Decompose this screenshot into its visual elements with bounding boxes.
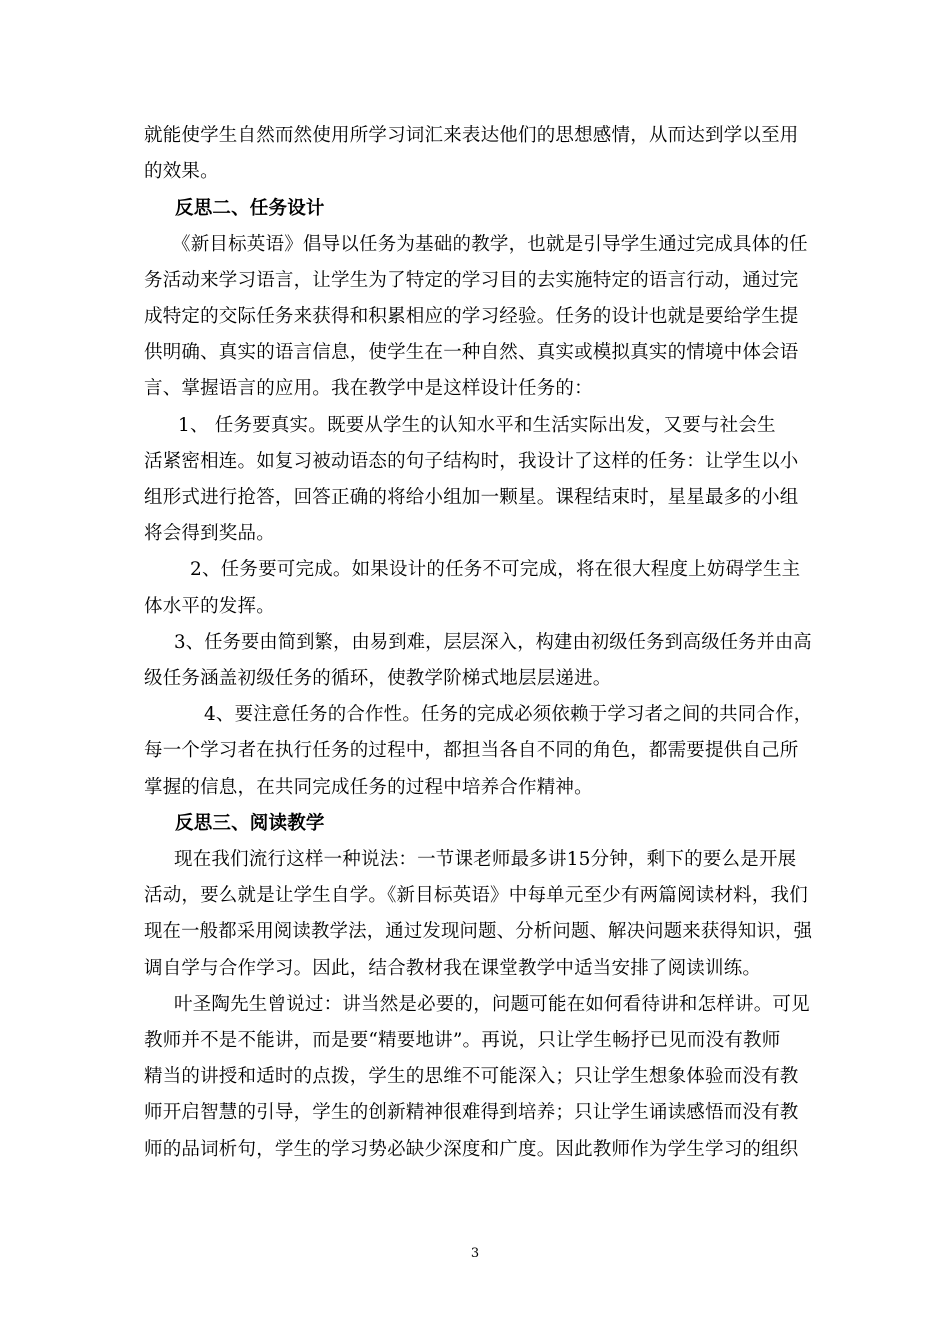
text-line: 教师并不是不能讲，而是要“精要地讲”。再说，只让学生畅抒已见而没有教师 xyxy=(144,1030,781,1051)
text-line: 精当的讲授和适时的点拨，学生的思维不可能深入；只让学生想象体验而没有教 xyxy=(144,1066,799,1087)
text-line: 体水平的发挥。 xyxy=(144,596,275,617)
section-heading: 反思三、阅读教学 xyxy=(175,813,325,834)
text-line: 就能使学生自然而然使用所学习词汇来表达他们的思想感情，从而达到学以至用 xyxy=(144,125,799,146)
text-line: 调自学与合作学习。因此，结合教材我在课堂教学中适当安排了阅读训练。 xyxy=(144,958,762,979)
text-line: 师的品词析句，学生的学习势必缺少深度和广度。因此教师作为学生学习的组织 xyxy=(144,1139,799,1160)
text-line: 活动，要么就是让学生自学。《新目标英语》中每单元至少有两篇阅读材料，我们 xyxy=(144,885,808,906)
list-item: 3、任务要由简到繁，由易到难，层层深入，构建由初级任务到高级任务并由高 xyxy=(174,632,812,653)
text-line: 将会得到奖品。 xyxy=(144,523,275,544)
text-line: 师开启智慧的引导，学生的创新精神很难得到培养；只让学生诵读感悟而没有教 xyxy=(144,1102,799,1123)
text-line: 掌握的信息，在共同完成任务的过程中培养合作精神。 xyxy=(144,777,593,798)
text-line: 现在一般都采用阅读教学法，通过发现问题、分析问题、解决问题来获得知识，强 xyxy=(144,921,813,942)
text-line: 《新目标英语》倡导以任务为基础的教学，也就是引导学生通过完成具体的任 xyxy=(172,234,808,255)
text-line: 活紧密相连。如复习被动语态的句子结构时，我设计了这样的任务：让学生以小 xyxy=(144,451,799,472)
text-line: 叶圣陶先生曾说过：讲当然是必要的，问题可能在如何看待讲和怎样讲。可见 xyxy=(174,994,810,1015)
text-line: 组形式进行抢答，回答正确的将给小组加一颗星。课程结束时，星星最多的小组 xyxy=(144,487,799,508)
text-line: 成特定的交际任务来获得和积累相应的学习经验。任务的设计也就是要给学生提 xyxy=(144,306,799,327)
list-item: 1、 任务要真实。既要从学生的认知水平和生活实际出发，又要与社会生 xyxy=(178,415,776,436)
text-line: 每一个学习者在执行任务的过程中，都担当各自不同的角色，都需要提供自己所 xyxy=(144,740,799,761)
text-line: 务活动来学习语言，让学生为了特定的学习目的去实施特定的语言行动，通过完 xyxy=(144,270,799,291)
list-item: 4、要注意任务的合作性。任务的完成必须依赖于学习者之间的共同合作， xyxy=(204,704,813,725)
text-line: 级任务涵盖初级任务的循环，使教学阶梯式地层层递进。 xyxy=(144,668,612,689)
list-item: 2、任务要可完成。如果设计的任务不可完成，将在很大程度上妨碍学生主 xyxy=(190,559,801,580)
page-number: 3 xyxy=(470,1246,480,1261)
text-line: 现在我们流行这样一种说法：一节课老师最多讲15分钟，剩下的要么是开展 xyxy=(174,849,797,870)
text-line: 的效果。 xyxy=(144,161,219,182)
section-heading: 反思二、任务设计 xyxy=(175,198,325,219)
text-line: 言、掌握语言的应用。我在教学中是这样设计任务的： xyxy=(144,378,593,399)
text-line: 供明确、真实的语言信息，使学生在一种自然、真实或模拟真实的情境中体会语 xyxy=(144,342,799,363)
